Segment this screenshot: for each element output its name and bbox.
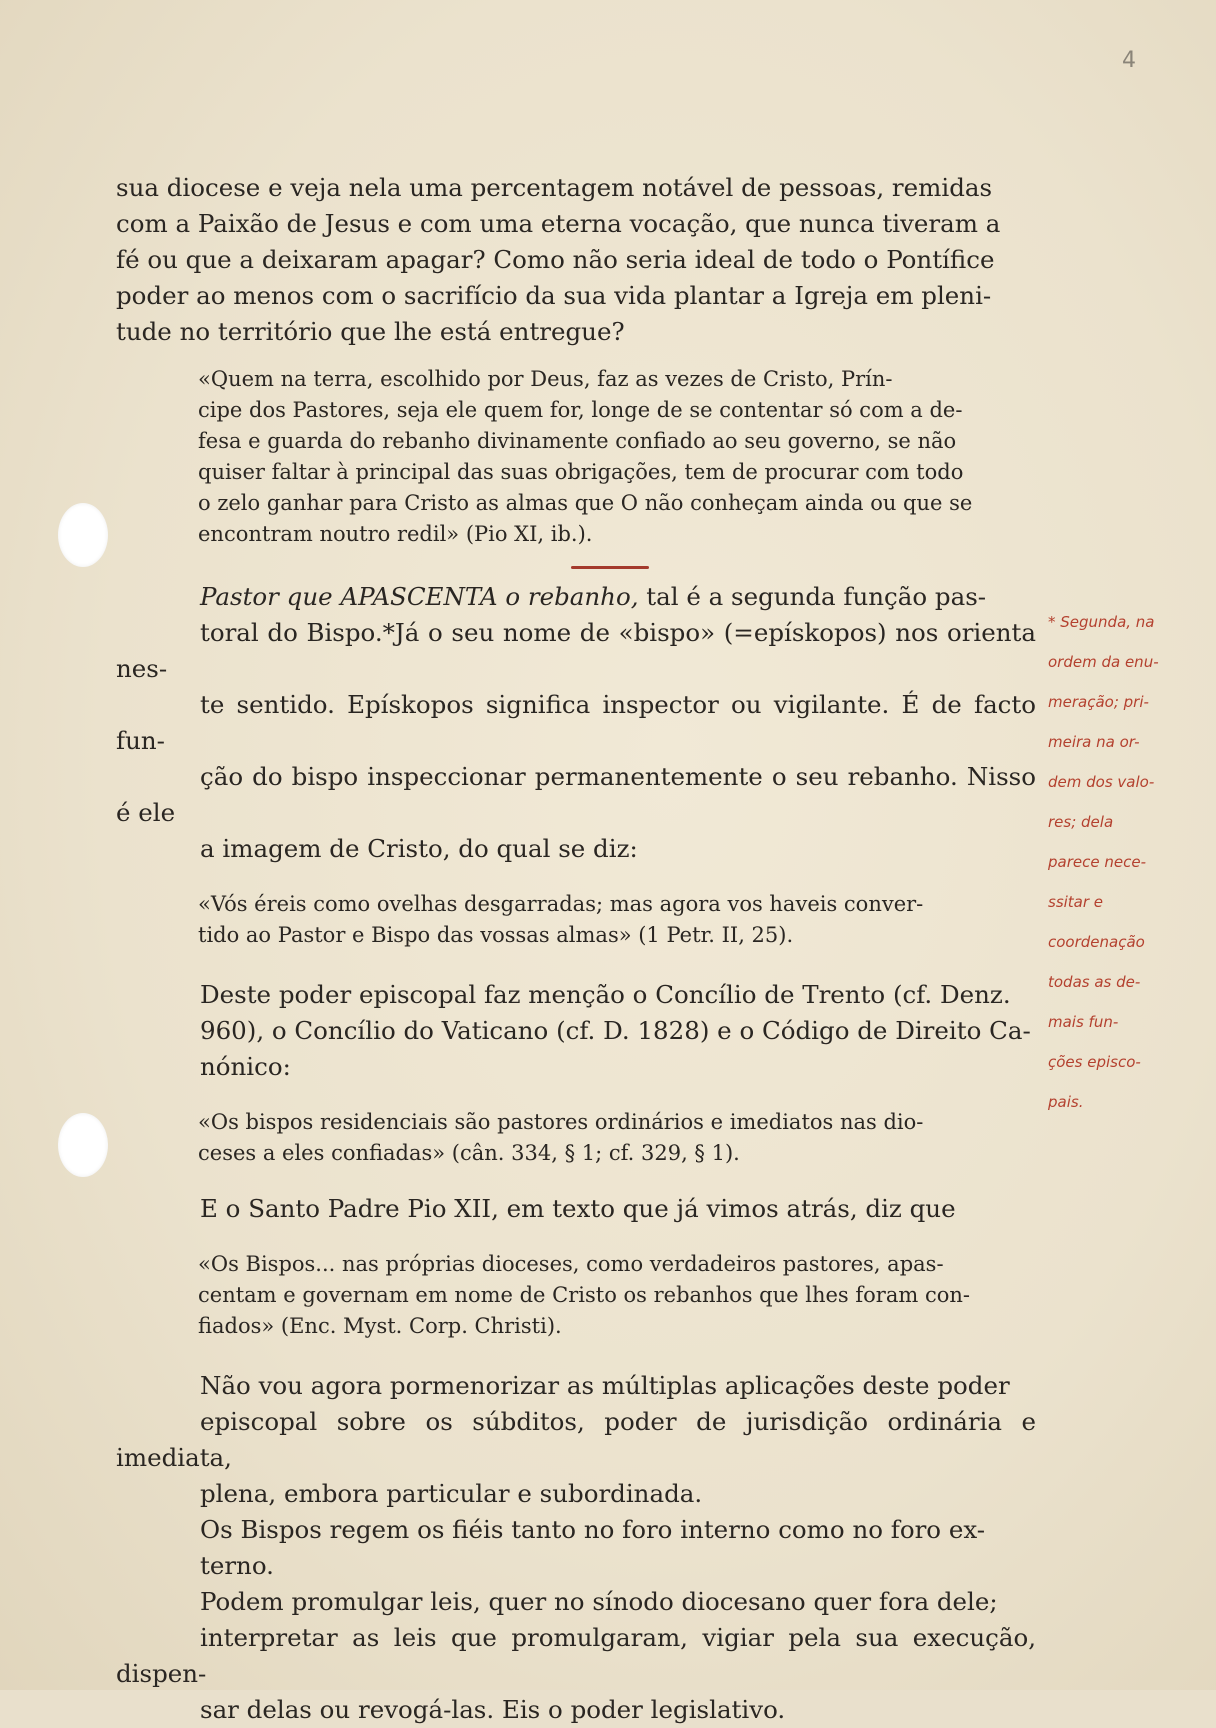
quote-line: fesa e guarda do rebanho divinamente confiado ao seu governo, se não	[198, 429, 957, 453]
text-line: terno.	[200, 1551, 274, 1580]
quote-line: cipe dos Pastores, seja ele quem for, longe de se contentar só com a de-	[198, 398, 963, 422]
quote-canon	[198, 1107, 1036, 1169]
text-line: fé ou que a deixaram apagar? Como não seria ideal de todo o Pontífice	[116, 245, 995, 274]
section-divider	[571, 566, 649, 569]
quote-encyclical	[198, 1249, 1036, 1342]
paragraph-foro	[116, 1512, 1036, 1584]
section-paragraph	[116, 579, 1036, 867]
quote-line: ceses a eles confiadas» (cân. 334, § 1; cf. 329, § 1).	[198, 1141, 740, 1165]
note-line: parece nece-	[1048, 853, 1146, 871]
text-line: tal é a segunda função pas-	[638, 582, 987, 611]
note-line: ções episco-	[1048, 1053, 1141, 1071]
quote-line: encontram noutro redil» (Pio XI, ib.).	[198, 522, 593, 546]
text-line: Não vou agora pormenorizar as múltiplas aplicações deste poder	[200, 1371, 1010, 1400]
text-line: interpretar as leis que promulgaram, vigiar pela sua execução, dispen-	[116, 1623, 1036, 1688]
text-line: Podem promulgar leis, quer no sínodo diocesano quer fora dele;	[200, 1587, 998, 1616]
quote-line: o zelo ganhar para Cristo as almas que O não conheçam ainda ou que se	[198, 491, 973, 515]
text-line: te sentido. Epískopos significa inspector ou vigilante. É de facto fun-	[116, 690, 1036, 755]
text-line: ção do bispo inspeccionar permanentemente o seu rebanho. Nisso é ele	[116, 762, 1036, 827]
text-line: 960), o Concílio do Vaticano (cf. D. 1828) e o Código de Direito Ca-	[200, 1016, 1031, 1045]
note-line: pais.	[1048, 1093, 1084, 1111]
quote-peter	[198, 889, 1036, 951]
quote-line: quiser faltar à principal das suas obrigações, tem de procurar com todo	[198, 460, 964, 484]
text-line: plena, embora particular e subordinada.	[200, 1479, 703, 1508]
note-line: todas as de-	[1048, 973, 1141, 991]
punch-hole-bottom	[58, 1113, 108, 1177]
note-line: meração; pri-	[1048, 693, 1149, 711]
text-line: Os Bispos regem os fiéis tanto no foro interno como no foro ex-	[200, 1515, 985, 1544]
quote-line: «Os Bispos... nas próprias dioceses, como verdadeiros pastores, apas-	[198, 1252, 944, 1276]
section-lead: Pastor que APASCENTA o rebanho,	[200, 582, 639, 611]
quote-pio-xi	[198, 364, 1036, 550]
handwritten-margin-note	[1048, 602, 1216, 1122]
text-line: a imagem de Cristo, do qual se diz:	[200, 834, 638, 863]
text-line: E o Santo Padre Pio XII, em texto que já vimos atrás, diz que	[200, 1194, 956, 1223]
text-line: toral do Bispo.*Já o seu nome de «bispo» (=epískopos) nos orienta nes-	[116, 618, 1036, 683]
note-line: ssitar e	[1048, 893, 1104, 911]
note-line: dem dos valo-	[1048, 773, 1155, 791]
document-body	[116, 170, 1036, 1728]
note-line: res; dela	[1048, 813, 1114, 831]
quote-line: tido ao Pastor e Bispo das vossas almas» (1 Petr. II, 25).	[198, 923, 794, 947]
quote-line: fiados» (Enc. Myst. Corp. Christi).	[198, 1314, 562, 1338]
quote-line: «Os bispos residenciais são pastores ordinários e imediatos nas dio-	[198, 1110, 924, 1134]
quote-line: centam e governam em nome de Cristo os rebanhos que lhes foram con-	[198, 1283, 970, 1307]
text-line: sar delas ou revogá-las. Eis o poder legislativo.	[200, 1695, 786, 1724]
text-line: tude no território que lhe está entregue?	[116, 317, 625, 346]
paragraph-trento	[116, 977, 1036, 1085]
page-number: 4	[1122, 48, 1136, 73]
note-line: ordem da enu-	[1048, 653, 1159, 671]
text-line: nónico:	[200, 1052, 291, 1081]
text-line: poder ao menos com o sacrifício da sua vida plantar a Igreja em pleni-	[116, 281, 992, 310]
note-line: meira na or-	[1048, 733, 1140, 751]
quote-line: «Vós éreis como ovelhas desgarradas; mas agora vos haveis conver-	[198, 892, 924, 916]
note-line: mais fun-	[1048, 1013, 1119, 1031]
quote-line: «Quem na terra, escolhido por Deus, faz as vezes de Cristo, Prín-	[198, 367, 893, 391]
text-line: episcopal sobre os súbditos, poder de jurisdição ordinária e imediata,	[116, 1407, 1036, 1472]
punch-hole-top	[58, 503, 108, 567]
text-line: com a Paixão de Jesus e com uma eterna vocação, que nunca tiveram a	[116, 209, 1001, 238]
note-line: * Segunda, na	[1048, 613, 1155, 631]
paragraph-jurisdiction	[116, 1368, 1036, 1512]
text-line: Deste poder episcopal faz menção o Concílio de Trento (cf. Denz.	[200, 980, 1011, 1009]
paragraph-legislativo	[116, 1584, 1036, 1728]
paragraph-1	[116, 170, 1036, 350]
note-line: coordenação	[1048, 933, 1145, 951]
paragraph-pio-xii	[116, 1191, 1036, 1227]
text-line: sua diocese e veja nela uma percentagem notável de pessoas, remidas	[116, 173, 993, 202]
